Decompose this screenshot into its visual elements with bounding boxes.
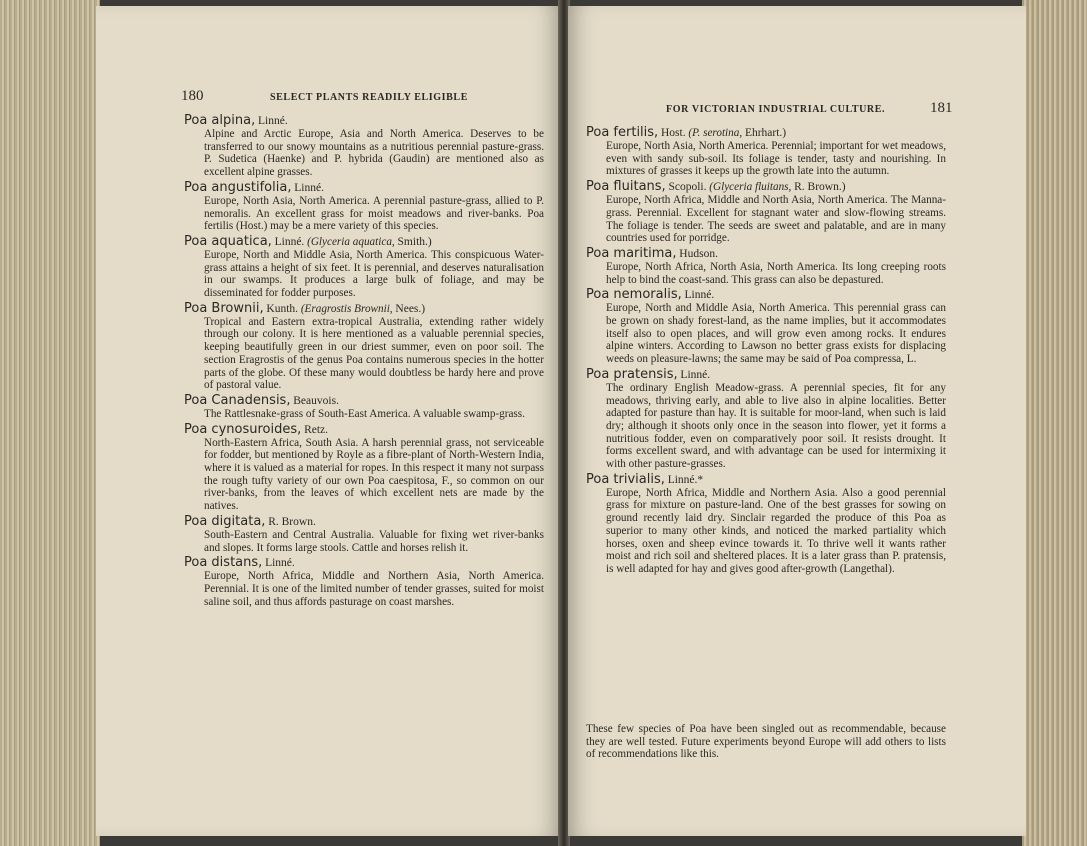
species-name: Poa alpina, bbox=[184, 113, 256, 128]
species-description: Tropical and Eastern extra-tropical Australia, extending rather widely through our colony. It is here mentioned as a valuable perennial species, keeping beautifully green in our driest summer, even on poor soil. The section Eragrostis of the genus Poa contains numerous species in the hotter parts of the globe. Of these many would doubtless be hardy here and prove of pastoral value. bbox=[204, 315, 544, 392]
species-name: Poa distans, bbox=[184, 555, 263, 571]
species-entry bbox=[586, 126, 946, 178]
species-description: Europe, North Asia, North America. Perennial; important for wet meadows, even with sandy sub-soil. Its foliage is tender, tasty and nourishing. In mixtures of grasses it keeps up the growth late into the autumn. bbox=[606, 140, 946, 178]
species-name: Poa digitata, bbox=[184, 513, 266, 529]
species-name: Poa angustifolia, bbox=[184, 179, 292, 195]
running-head: SELECT PLANTS READILY ELIGIBLE bbox=[270, 92, 468, 103]
species-name: Poa Canadensis, bbox=[184, 392, 291, 408]
synonym-authority: Smith.) bbox=[397, 235, 432, 248]
species-description: Europe, North Asia, North America. A perennial pasture-grass, allied to P. nemoralis. An excellent grass for moist meadows and river-banks. Poa fertilis (Host.) may be a mere variety of this species. bbox=[204, 194, 544, 233]
species-name: Poa nemoralis, bbox=[586, 287, 682, 303]
species-synonym: (Glyceria aquatica, bbox=[307, 235, 395, 248]
species-authority: R. Brown. bbox=[268, 515, 316, 528]
species-authority: Linné.* bbox=[667, 473, 704, 486]
species-name: Poa cynosuroides, bbox=[184, 421, 302, 437]
species-entry bbox=[586, 247, 946, 286]
species-entry bbox=[586, 288, 946, 366]
right-page-edges bbox=[1022, 0, 1087, 846]
species-entry bbox=[184, 302, 544, 392]
species-entry bbox=[184, 114, 544, 179]
species-entry bbox=[586, 368, 946, 471]
species-entry bbox=[184, 515, 544, 554]
closing-note: These few species of Poa have been singled out as recommendable, because they are well tested. Future experiments beyond Europe will add others to lists of recommendations like this. bbox=[586, 723, 946, 761]
species-authority: Beauvois. bbox=[293, 394, 339, 407]
species-authority: Linné. bbox=[294, 181, 324, 194]
species-entry bbox=[586, 473, 946, 576]
species-authority: Linné. bbox=[258, 115, 288, 127]
right-page-content bbox=[586, 126, 946, 578]
species-authority: Linné. bbox=[680, 368, 711, 381]
species-name: Poa trivialis, bbox=[586, 471, 665, 487]
species-description: Europe, North and Middle Asia, North America. This conspicuous Water-grass attains a height of six feet. It is perennial, and deserves naturalisation in our swamps. It produces a large bulk of foliage, and may be disseminated for fodder purposes. bbox=[204, 248, 544, 300]
synonym-authority: R. Brown.) bbox=[794, 181, 846, 194]
species-description: Europe, North and Middle Asia, North America. This perennial grass can be grown on shady forest-land, as the name implies, but it accommodates itself also to open places, and will grow even among rocks. It endures alpine winters. According to Lawson no better grass exists for displacing weeds on pleasure-lawns; the same may be said of Poa compressa, L. bbox=[606, 302, 946, 366]
species-entry bbox=[586, 180, 946, 245]
species-description: The ordinary English Meadow-grass. A perennial species, fit for any meadows, thriving early, and able to live also in alpine localities. Better adapted for pasture than hay. It is suitable for moor-land, when such is laid dry; although it shoots only once in the season into flower, yet it forms a nutritious fodder, even on comparatively poor soil. It resists drought. It forms excellent sward, and with advantage can be used for intermixing it with other pasture-grasses. bbox=[606, 381, 946, 471]
species-authority: Retz. bbox=[304, 423, 329, 436]
species-authority: Scopoli. bbox=[668, 181, 707, 194]
species-description: Europe, North Africa, Middle and Northern Asia, North America. Perennial. It is one of the limited number of tender grasses, suited for moist saline soil, and thus affords pasturage on coast marshes. bbox=[204, 570, 544, 608]
species-description: Europe, North Africa, Middle and Northern Asia. Also a good perennial grass for mixture on pasture-land. One of the best grasses for sowing on ground recently laid dry. Sinclair regarded the produce of this Poa as superior to many other kinds, and noticed the marked partiality which horses, oxen and sheep evince towards it. To thrive well it wants rather moist and rich soil and sheltered places. It is a later grass than P. pratensis, is well adapted for hay and gives good after-growth (Langethal). bbox=[606, 486, 946, 575]
species-authority: Linné. bbox=[265, 557, 295, 570]
species-entry bbox=[184, 235, 544, 300]
species-authority: Hudson. bbox=[679, 247, 718, 260]
right-page bbox=[568, 6, 1026, 836]
species-description: North-Eastern Africa, South Asia. A harsh perennial grass, not serviceable for fodder, but mentioned by Royle as a fibre-plant of North-Western India, where it is valued as a material for ropes. In this respect it many not surpass the rough tufty variety of our own Poa caespitosa, F., so common on our river-banks, from the leaves of which excellent nets are made by the natives. bbox=[204, 436, 544, 513]
species-description: Europe, North Africa, Middle and North Asia, North America. The Manna-grass. Perennial. Excellent for stagnant water and slow-flowing streams. The foliage is tender. The seeds are sweet and palatable, and are in many countries used for porridge. bbox=[606, 194, 946, 245]
left-page-edges bbox=[0, 0, 100, 846]
species-entry bbox=[184, 394, 544, 421]
synonym-authority: Ehrhart.) bbox=[744, 127, 787, 139]
species-name: Poa fluitans, bbox=[586, 179, 666, 195]
species-name: Poa aquatica, bbox=[184, 233, 272, 249]
species-entry bbox=[184, 423, 544, 513]
page-number: 181 bbox=[930, 100, 953, 116]
species-description: Alpine and Arctic Europe, Asia and North America. Deserves to be transferred to our snowy mountains as a nutritious perennial pasture-grass. P. Sudetica (Haenke) and P. hybrida (Gaudin) are mentioned also as excellent alpine grasses. bbox=[204, 128, 544, 179]
species-synonym: (Eragrostis Brownii, bbox=[300, 302, 393, 315]
species-description: South-Eastern and Central Australia. Valuable for fixing wet river-banks and slopes. It forms large stools. Cattle and horses relish it. bbox=[204, 528, 544, 554]
species-name: Poa fertilis, bbox=[586, 125, 659, 140]
species-authority: Kunth. bbox=[266, 302, 299, 315]
species-synonym: (Glyceria fluitans, bbox=[709, 181, 792, 194]
running-head: FOR VICTORIAN INDUSTRIAL CULTURE. bbox=[666, 104, 886, 115]
left-page-content bbox=[184, 114, 544, 610]
species-name: Poa pratensis, bbox=[586, 366, 678, 382]
species-authority: Host. bbox=[660, 127, 686, 139]
page-number: 180 bbox=[181, 88, 204, 104]
species-synonym: (P. serotina, bbox=[688, 127, 743, 139]
species-description: The Rattlesnake-grass of South-East America. A valuable swamp-grass. bbox=[204, 407, 525, 420]
species-authority: Linné. bbox=[684, 289, 715, 302]
species-description: Europe, North Africa, North Asia, North America. Its long creeping roots help to bind the coast-sand. This grass can also be depastured. bbox=[606, 260, 946, 286]
species-entry bbox=[184, 556, 544, 608]
left-page bbox=[96, 6, 560, 836]
species-name: Poa Brownii, bbox=[184, 300, 264, 316]
synonym-authority: Nees.) bbox=[395, 302, 426, 315]
species-name: Poa maritima, bbox=[586, 245, 677, 261]
species-entry bbox=[184, 181, 544, 233]
species-authority: Linné. bbox=[274, 235, 305, 248]
